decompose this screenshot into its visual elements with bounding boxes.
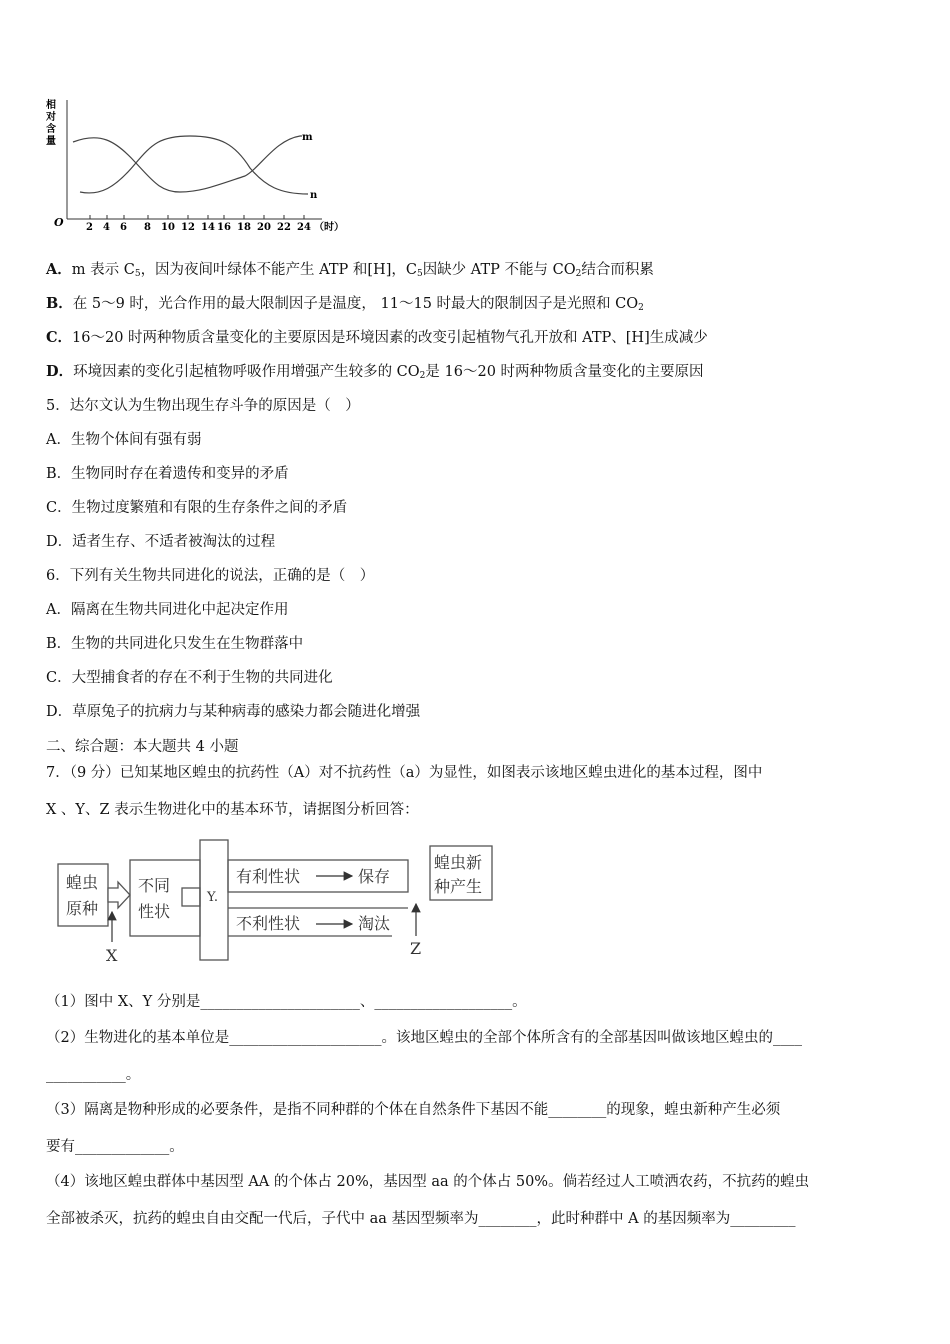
section-2-title: 二、综合题：本大题共 4 小题: [46, 739, 239, 755]
y-axis-label-2: 对: [46, 112, 56, 123]
box1-line1: 蝗虫: [66, 873, 99, 892]
z-label: Z: [410, 939, 422, 958]
q7-sub2-line2: ___________。: [46, 1067, 141, 1083]
q7-sub2-line1: （2）生物进化的基本单位是_____________________。该地区蝗虫的全部个体所含有的全部基因叫做该地区蝗虫的____: [46, 1030, 802, 1046]
y-axis-label-3: 含: [46, 124, 56, 135]
y-axis-label-1: 相: [46, 100, 56, 111]
q5-option-b: B．生物同时存在着遗传和变异的矛盾: [46, 466, 289, 482]
x-tick-label: 6: [120, 222, 127, 233]
x-label: X: [106, 946, 118, 965]
x-tick-label: 22: [277, 222, 291, 233]
new-species-line2: 种产生: [434, 877, 483, 896]
q6-option-b: B．生物的共同进化只发生在生物群落中: [46, 636, 304, 652]
curve-n-label: n: [310, 190, 318, 201]
curve-m-label: m: [302, 132, 313, 143]
keep-label: 保存: [358, 867, 391, 886]
unfavorable-label: 不利性状: [236, 914, 301, 933]
q6-option-a: A．隔离在生物共同进化中起决定作用: [46, 602, 289, 618]
x-tick-label: 16: [217, 222, 231, 233]
x-tick-label: 24: [297, 222, 311, 233]
q5-option-c: C．生物过度繁殖和有限的生存条件之间的矛盾: [46, 500, 348, 516]
content-curve-figure: [40, 96, 360, 244]
evolution-flow-figure: [52, 836, 502, 968]
box1-line2: 原种: [66, 899, 99, 918]
q5-option-a: A．生物个体间有强有弱: [46, 432, 202, 448]
q4-option-d: D．环境因素的变化引起植物呼吸作用增强产生较多的 $CO_2$是 16～20 时两种物质含量变化的主要原因: [46, 363, 704, 381]
q4-option-a: A．m 表示 $C_5$，因为夜间叶绿体不能产生 ATP 和[H]，$C_5$因缺少 ATP 不能与 $CO_2$结合而积累: [46, 261, 654, 279]
y-label: Y.: [207, 890, 219, 905]
q6-stem: 6．下列有关生物共同进化的说法，正确的是（ ）: [46, 568, 375, 584]
x-tick-label: 12: [181, 222, 195, 233]
box-y-inner: [182, 888, 200, 906]
eliminate-label: 淘汰: [358, 914, 391, 933]
hollow-arrow: [108, 882, 130, 908]
q4-option-b: B．在 5～9 时，光合作用的最大限制因子是温度， 11～15 时最大的限制因子是光照和 $CO_2$: [46, 295, 644, 313]
box2-line1: 不同: [138, 876, 171, 895]
x-unit-label: （时）: [314, 222, 344, 233]
box-different-traits: [130, 860, 200, 936]
x-tick-label: 2: [86, 222, 93, 233]
box2-line2: 性状: [138, 902, 171, 921]
q5-option-d: D．适者生存、不适者被淘汰的过程: [46, 534, 276, 550]
x-tick-label: 10: [161, 222, 175, 233]
q7-sub3-line2: 要有_____________。: [46, 1139, 184, 1155]
q7-stem-line1: 7．（9 分）已知某地区蝗虫的抗药性（A）对不抗药性（a）为显性，如图表示该地区蝗虫进化的基本过程，图中: [46, 765, 763, 781]
new-species-line1: 蝗虫新: [434, 853, 483, 872]
q7-sub4-line2: 全部被杀灭，抗药的蝗虫自由交配一代后，子代中 aa 基因型频率为________，此时种群中 A 的基因频率为_________: [46, 1211, 796, 1227]
x-tick-label: 18: [237, 222, 251, 233]
origin-label: O: [54, 216, 64, 229]
q5-stem: 5．达尔文认为生物出现生存斗争的原因是（ ）: [46, 398, 360, 414]
q7-sub1: （1）图中 X、Y 分别是______________________、___________________。: [46, 994, 527, 1010]
q7-sub4-line1: （4）该地区蝗虫群体中基因型 AA 的个体占 20%，基因型 aa 的个体占 50%。倘若经过人工喷洒农药，不抗药的蝗虫: [46, 1174, 810, 1190]
x-tick-label: 8: [144, 222, 151, 233]
x-tick-label: 14: [201, 222, 215, 233]
favorable-label: 有利性状: [236, 867, 301, 886]
x-tick-label: 20: [257, 222, 271, 233]
q7-sub3-line1: （3）隔离是物种形成的必要条件，是指不同种群的个体在自然条件下基因不能________的现象，蝗虫新种产生必须: [46, 1102, 781, 1118]
x-tick-label: 4: [103, 222, 110, 233]
q7-stem-line2: X 、Y、Z 表示生物进化中的基本环节，请据图分析回答：: [46, 802, 419, 818]
q6-option-d: D．草原兔子的抗病力与某种病毒的感染力都会随进化增强: [46, 704, 421, 720]
q4-option-c: C．16～20 时两种物质含量变化的主要原因是环境因素的改变引起植物气孔开放和 ATP、[H]生成减少: [46, 329, 708, 346]
curve-n: [80, 136, 308, 194]
q6-option-c: C．大型捕食者的存在不利于生物的共同进化: [46, 670, 333, 686]
y-axis-label-4: 量: [46, 136, 56, 147]
